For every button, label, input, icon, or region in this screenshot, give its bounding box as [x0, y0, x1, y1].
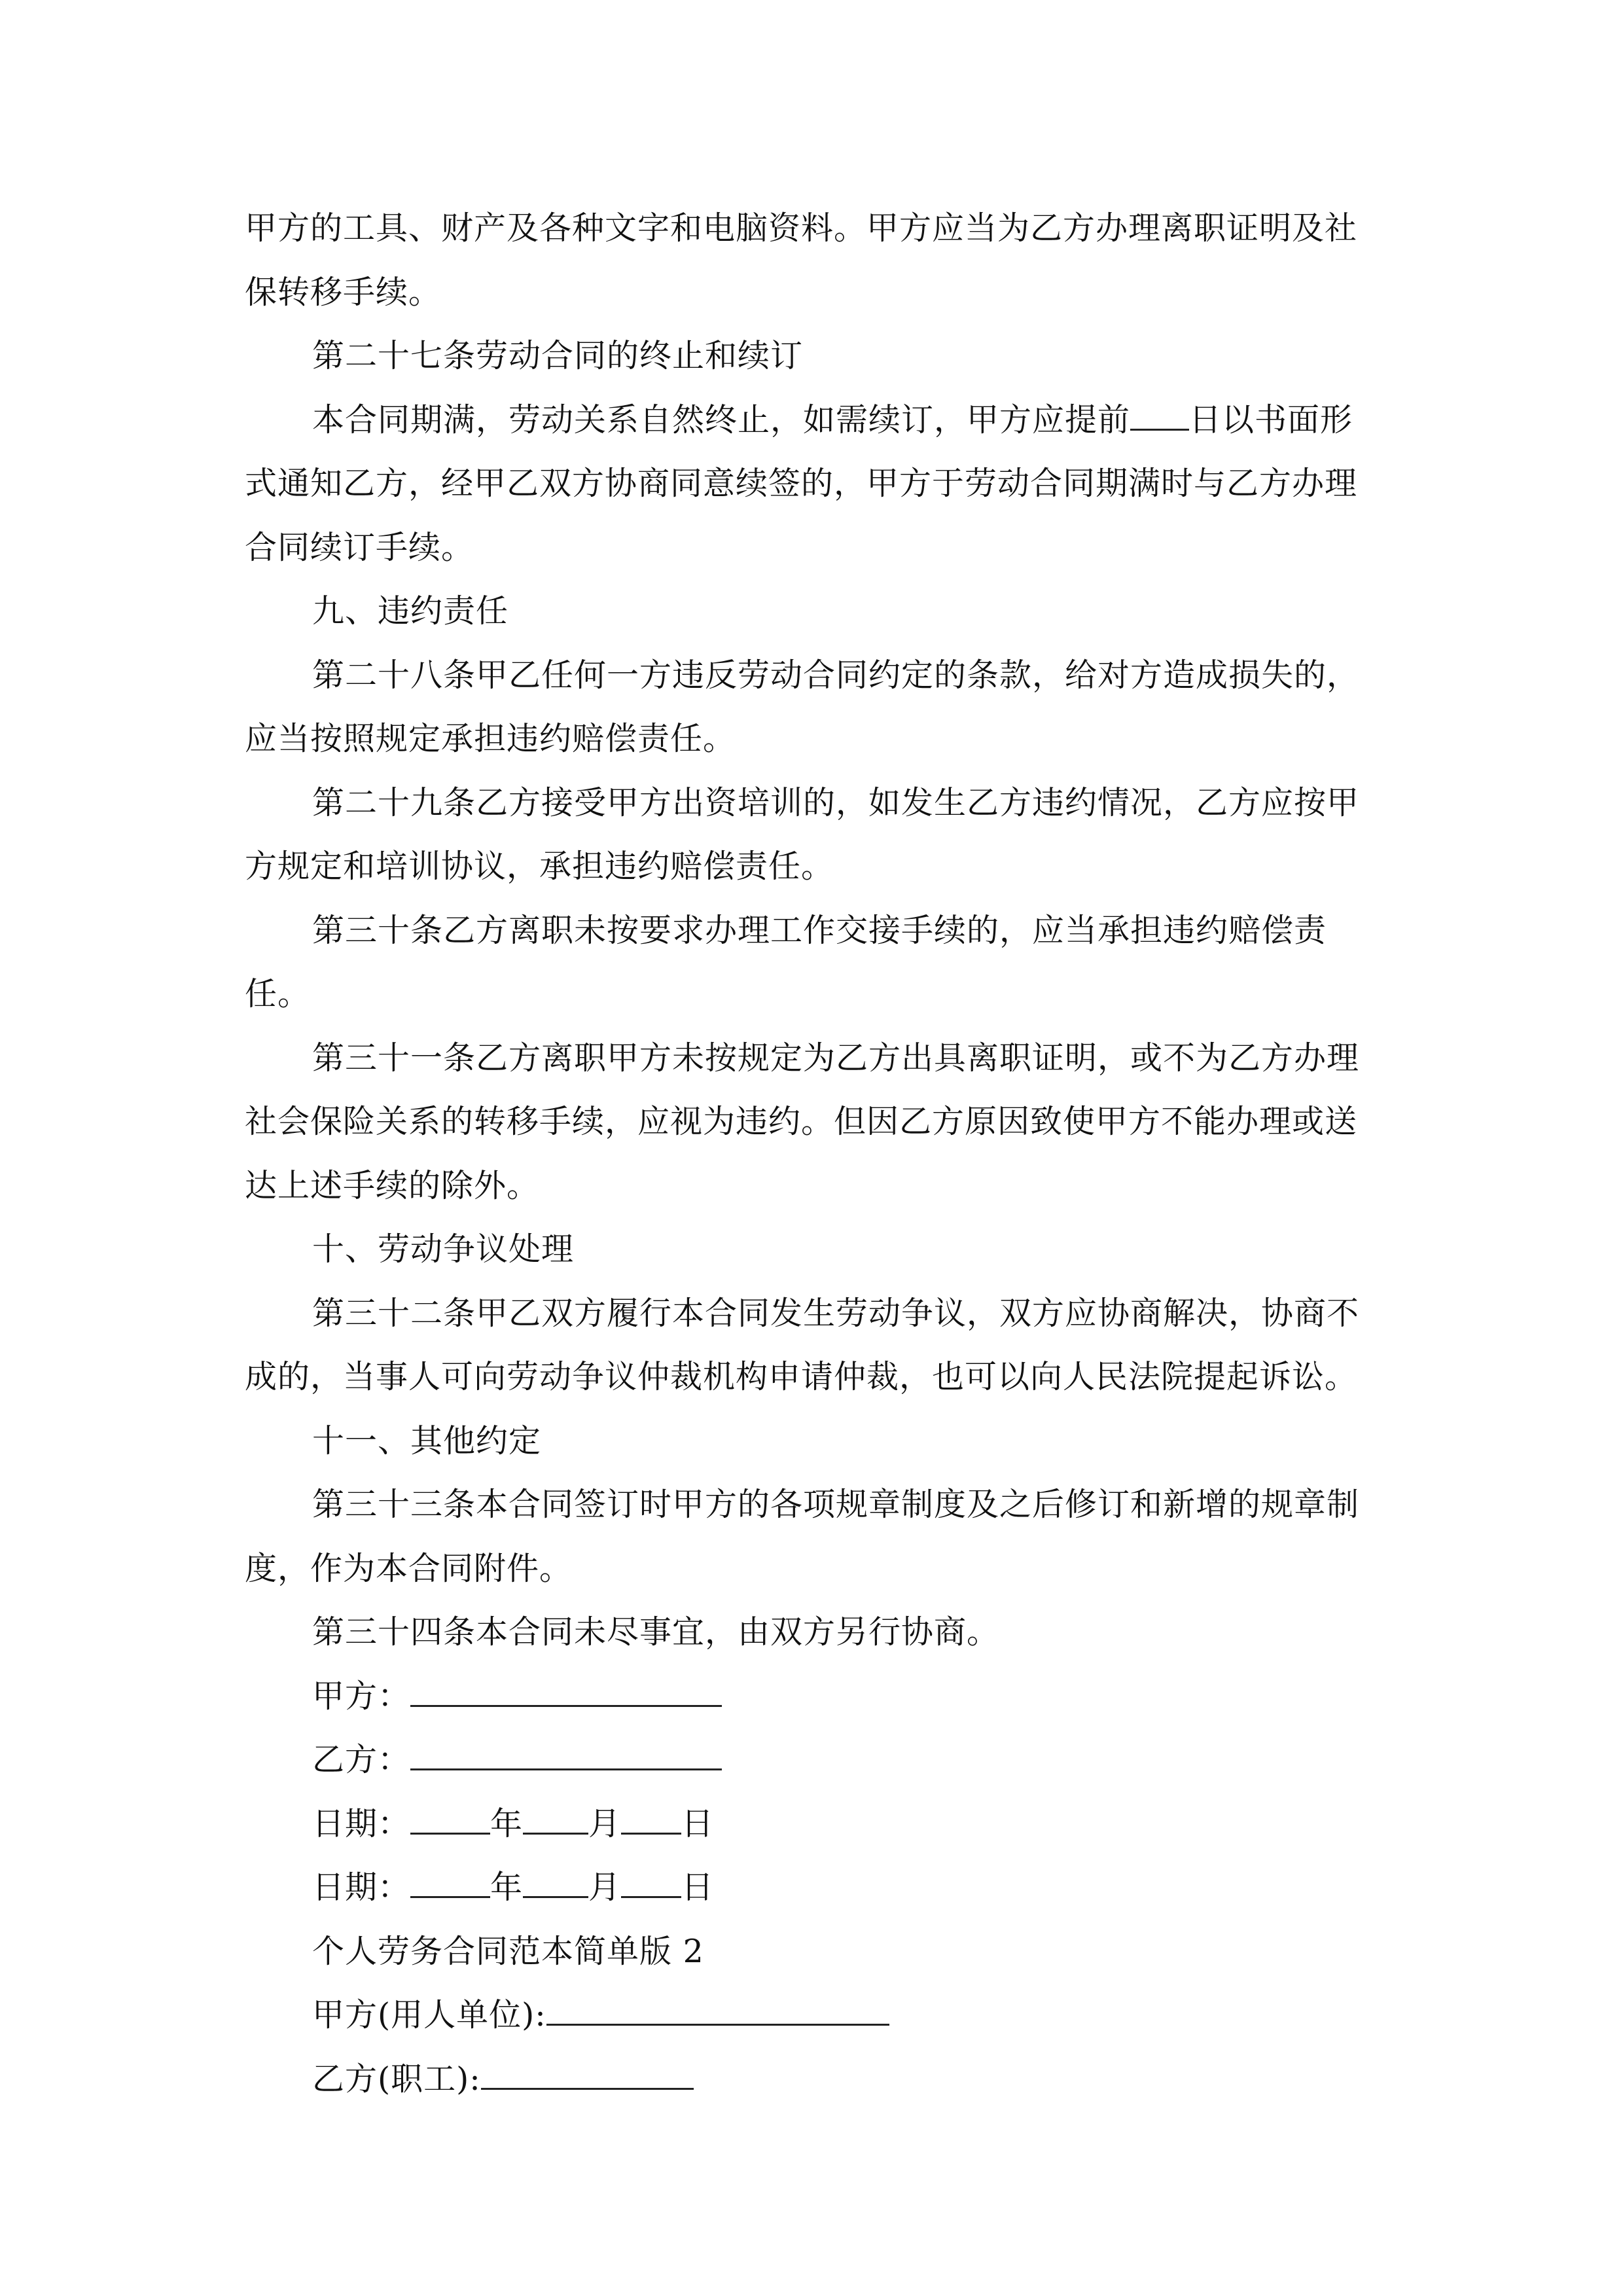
- document-body: [245, 196, 1381, 2111]
- paragraph-article-30: 第三十条乙方离职未按要求办理工作交接手续的，应当承担违约赔偿责任。: [245, 911, 1327, 1013]
- paragraph-article-34: 第三十四条本合同未尽事宜，由双方另行协商。: [312, 1613, 1000, 1651]
- party-b-label: 乙方：: [312, 1741, 411, 1778]
- paragraph-tools-transfer: 甲方的工具、财产及各种文字和电脑资料。甲方应当为乙方办理离职证明及社保转移手续。: [245, 209, 1358, 311]
- month-blank: [523, 1793, 588, 1835]
- section-heading-10: 十、劳动争议处理: [312, 1230, 575, 1268]
- second-contract-title: 个人劳务合同范本简单版 2: [312, 1932, 704, 1970]
- paragraph-article-28: 第二十八条甲乙任何一方违反劳动合同约定的条款，给对方造成损失的，应当按照规定承担违约赔偿责任。: [245, 656, 1360, 757]
- year-label: 年: [490, 1869, 524, 1906]
- year-blank: [410, 1857, 490, 1898]
- date-label: 日期：: [312, 1804, 411, 1842]
- paragraph-article-29: 第二十九条乙方接受甲方出资培训的，如发生乙方违约情况，乙方应按甲方规定和培训协议，承担违约赔偿责任。: [245, 783, 1360, 885]
- day-label: 日: [681, 1804, 715, 1842]
- employer-blank: [546, 1984, 889, 2026]
- date-label: 日期：: [312, 1869, 411, 1906]
- article-27-text-start: 本合同期满，劳动关系自然终止，如需续订，甲方应提前: [312, 401, 1131, 439]
- day-label: 日: [681, 1869, 715, 1906]
- paragraph-article-31: 第三十一条乙方离职甲方未按规定为乙方出具离职证明，或不为乙方办理社会保险关系的转移手续，应视为违约。但因乙方原因致使甲方不能办理或送达上述手续的除外。: [245, 1039, 1360, 1204]
- heading-article-27: 第二十七条劳动合同的终止和续订: [312, 337, 804, 374]
- worker-blank: [481, 2049, 694, 2090]
- party-b-blank: [410, 1729, 722, 1770]
- year-blank: [410, 1793, 490, 1835]
- article-27-text-end: 日以书面形式通知乙方，经甲乙双方协商同意续签的，甲方于劳动合同期满时与乙方办理合同续订手续。: [245, 401, 1358, 566]
- employer-label: 甲方(用人单位):: [312, 1996, 546, 2034]
- employer-line: [245, 1983, 1381, 2047]
- party-a-blank: [410, 1666, 722, 1707]
- party-a-signature-line: [245, 1664, 1381, 1729]
- month-label: 月: [588, 1869, 622, 1906]
- paragraph-article-33: 第三十三条本合同签订时甲方的各项规章制度及之后修订和新增的规章制度，作为本合同附件。: [245, 1486, 1360, 1587]
- month-blank: [523, 1857, 588, 1898]
- year-label: 年: [490, 1804, 524, 1842]
- worker-line: [245, 2047, 1381, 2111]
- section-heading-9: 九、违约责任: [312, 592, 509, 630]
- day-blank: [621, 1793, 681, 1835]
- party-b-signature-line: [245, 1728, 1381, 1792]
- paragraph-article-32: 第三十二条甲乙双方履行本合同发生劳动争议，双方应协商解决，协商不成的，当事人可向劳动争议仲裁机构申请仲裁，也可以向人民法院提起诉讼。: [245, 1294, 1360, 1395]
- day-blank: [621, 1857, 681, 1898]
- section-heading-11: 十一、其他约定: [312, 1422, 542, 1460]
- notice-days-blank: [1130, 389, 1189, 431]
- paragraph-article-27: [245, 388, 1381, 580]
- date-line-1: [245, 1792, 1381, 1856]
- worker-label: 乙方(职工):: [312, 2060, 481, 2098]
- date-line-2: [245, 1856, 1381, 1920]
- party-a-label: 甲方：: [312, 1677, 411, 1715]
- month-label: 月: [588, 1804, 622, 1842]
